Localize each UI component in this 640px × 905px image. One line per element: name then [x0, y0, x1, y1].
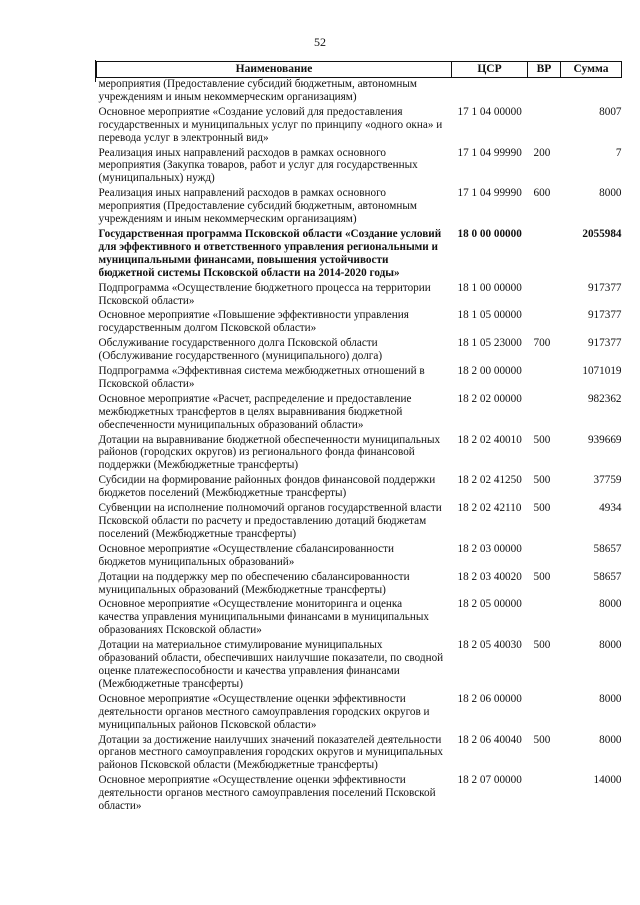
row-name: Основное мероприятие «Осуществление оценки эффективности деятельности органов местного самоуправления городских округов и муниципальных районов Псковской области»	[98, 692, 430, 731]
row-name: Дотации на выравнивание бюджетной обеспеченности муниципальных районов (городских округов) из регионального фонда финансовой поддержки (Межбюджетные трансферты)	[98, 433, 441, 472]
row-csr: 18 2 02 41250	[457, 474, 522, 487]
table-row	[97, 147, 622, 188]
row-csr: 17 1 04 00000	[457, 105, 522, 118]
row-sum: 1071019	[582, 365, 622, 378]
row-name: Основное мероприятие «Осуществление оценки эффективности деятельности органов местного самоуправления поселений Псковской области»	[98, 774, 436, 813]
row-csr: 18 2 02 42110	[457, 502, 522, 515]
row-csr: 18 2 07 00000	[457, 774, 522, 787]
table-row	[97, 571, 622, 599]
table-row	[97, 106, 622, 147]
row-name: Субсидии на формирование районных фондов финансовой поддержки бюджетов поселений (Межбюджетные трансферты)	[98, 474, 436, 500]
row-sum: 8000	[599, 598, 622, 611]
row-csr: 18 2 05 40030	[457, 639, 522, 652]
row-sum: 14000	[593, 774, 622, 787]
row-sum: 8000	[599, 639, 622, 652]
table-row	[97, 337, 622, 365]
table-row	[97, 78, 622, 106]
table-row	[97, 693, 622, 734]
page-number: 52	[314, 35, 326, 49]
row-csr: 17 1 04 99990	[457, 146, 522, 159]
row-vr: 500	[533, 570, 551, 583]
header-vr: ВР	[528, 62, 561, 78]
table-row	[97, 365, 622, 393]
row-name: Дотации на поддержку мер по обеспечению сбалансированности муниципальных образований (Межбюджетные трансферты)	[98, 570, 410, 596]
row-vr: 600	[533, 187, 551, 200]
row-csr: 18 1 05 00000	[457, 309, 522, 322]
row-vr: 500	[533, 502, 551, 515]
table-row	[97, 393, 622, 434]
row-csr: 18 2 02 00000	[457, 392, 522, 405]
table-row	[97, 502, 622, 543]
row-csr: 17 1 04 99990	[457, 187, 522, 200]
row-sum: 2055984	[582, 227, 622, 240]
row-sum: 8000	[599, 692, 622, 705]
table-row	[97, 434, 622, 475]
row-vr: 500	[533, 474, 551, 487]
row-sum: 939669	[587, 433, 622, 446]
row-sum: 917377	[587, 309, 622, 322]
row-vr	[528, 228, 561, 282]
row-sum: 917377	[587, 337, 622, 350]
row-csr: 18 2 00 00000	[457, 365, 522, 378]
table-row	[97, 282, 622, 310]
row-name: Основное мероприятие «Расчет, распределение и предоставление межбюджетных трансфертов в целях выравнивания бюджетной обеспеченности муниципальных образований области»	[98, 392, 412, 431]
row-csr: 18 2 06 40040	[457, 733, 522, 746]
row-name: мероприятия (Предоставление субсидий бюджетным, автономным учреждениям и иным некоммерческим организациям)	[98, 78, 417, 103]
row-csr: 18 0 00 00000	[457, 227, 522, 240]
row-vr	[528, 309, 561, 337]
row-name: Обслуживание государственного долга Псковской области (Обслуживание государственного (муниципального) долга)	[98, 337, 383, 363]
budget-table	[96, 61, 622, 815]
row-sum: 8007	[599, 105, 622, 118]
row-name: Реализация иных направлений расходов в рамках основного мероприятия (Закупка товаров, работ и услуг для государственных (муниципальных) нужд)	[98, 146, 418, 185]
table-row	[97, 228, 622, 282]
row-name: Реализация иных направлений расходов в рамках основного мероприятия (Предоставление субсидий бюджетным, автономным учреждениям и иным некоммерческим организациям)	[98, 187, 417, 226]
row-name: Дотации за достижение наилучших значений показателей деятельности органов местного самоуправления городских округов и муниципальных районов Псковской области (Межбюджетные трансферты)	[98, 733, 443, 772]
row-sum: 982362	[587, 392, 622, 405]
table-row	[97, 598, 622, 639]
row-csr	[452, 78, 528, 106]
row-vr: 700	[533, 337, 551, 350]
header-sum: Сумма	[561, 62, 622, 78]
row-vr	[528, 282, 561, 310]
row-sum: 58657	[593, 542, 622, 555]
table-row	[97, 474, 622, 502]
row-csr: 18 2 05 00000	[457, 598, 522, 611]
row-csr: 18 2 03 40020	[457, 570, 522, 583]
row-sum	[561, 78, 622, 106]
table-row	[97, 639, 622, 693]
row-sum: 4934	[599, 502, 622, 515]
row-vr: 500	[533, 733, 551, 746]
row-sum: 8000	[599, 733, 622, 746]
row-name: Субвенции на исполнение полномочий органов государственной власти Псковской области по расчету и предоставлению дотаций бюджетам поселений (Межбюджетные трансферты)	[98, 502, 442, 540]
row-sum: 37759	[593, 474, 622, 487]
row-name: Основное мероприятие «Осуществление сбалансированности бюджетов муниципальных образований»	[98, 542, 395, 568]
row-vr	[528, 393, 561, 434]
row-csr: 18 2 03 00000	[457, 542, 522, 555]
row-name: Дотации на материальное стимулирование муниципальных образований области, обеспечивших наилучшие показатели, по сводной оценке платежеспособности и качества управления финансами (Межбюджетные трансферты)	[98, 639, 444, 690]
row-csr: 18 1 05 23000	[457, 337, 522, 350]
table-row	[97, 774, 622, 815]
row-csr: 18 2 06 00000	[457, 692, 522, 705]
row-vr	[528, 78, 561, 106]
row-sum: 58657	[593, 570, 622, 583]
table-row	[97, 187, 622, 228]
row-sum: 8000	[599, 187, 622, 200]
row-name: Основное мероприятие «Осуществление мониторинга и оценка качества управления муниципальными финансами в муниципальных образованиях Псковской области»	[98, 598, 430, 637]
table-row	[97, 543, 622, 571]
header-csr: ЦСР	[452, 62, 528, 78]
row-name: Подпрограмма «Осуществление бюджетного процесса на территории Псковской области»	[98, 281, 431, 307]
row-name: Государственная программа Псковской области «Создание условий для эффективного и ответственного управления региональными и муниципальными финансами, повышения устойчивости бюджетной системы Псковской области на 2014-2020 годы»	[98, 227, 442, 279]
row-vr	[528, 543, 561, 571]
row-sum: 917377	[587, 281, 622, 294]
header-name: Наименование	[97, 62, 452, 78]
row-name: Основное мероприятие «Создание условий для предоставления государственных и муниципальных услуг по принципу «одного окна» и перевода услуг в электронный вид»	[98, 105, 443, 144]
row-vr	[528, 774, 561, 815]
table-row	[97, 734, 622, 775]
row-vr: 200	[533, 146, 551, 159]
row-vr	[528, 693, 561, 734]
row-vr	[528, 106, 561, 147]
row-vr	[528, 365, 561, 393]
row-sum: 7	[615, 146, 622, 159]
row-vr	[528, 598, 561, 639]
table-body	[97, 78, 622, 815]
row-csr: 18 2 02 40010	[457, 433, 522, 446]
table-row	[97, 309, 622, 337]
table-header-row	[97, 62, 622, 78]
row-csr: 18 1 00 00000	[457, 281, 522, 294]
row-name: Основное мероприятие «Повышение эффективности управления государственным долгом Псковской области»	[98, 309, 409, 335]
row-vr: 500	[533, 433, 551, 446]
row-vr: 500	[533, 639, 551, 652]
row-name: Подпрограмма «Эффективная система межбюджетных отношений в Псковской области»	[98, 365, 425, 390]
